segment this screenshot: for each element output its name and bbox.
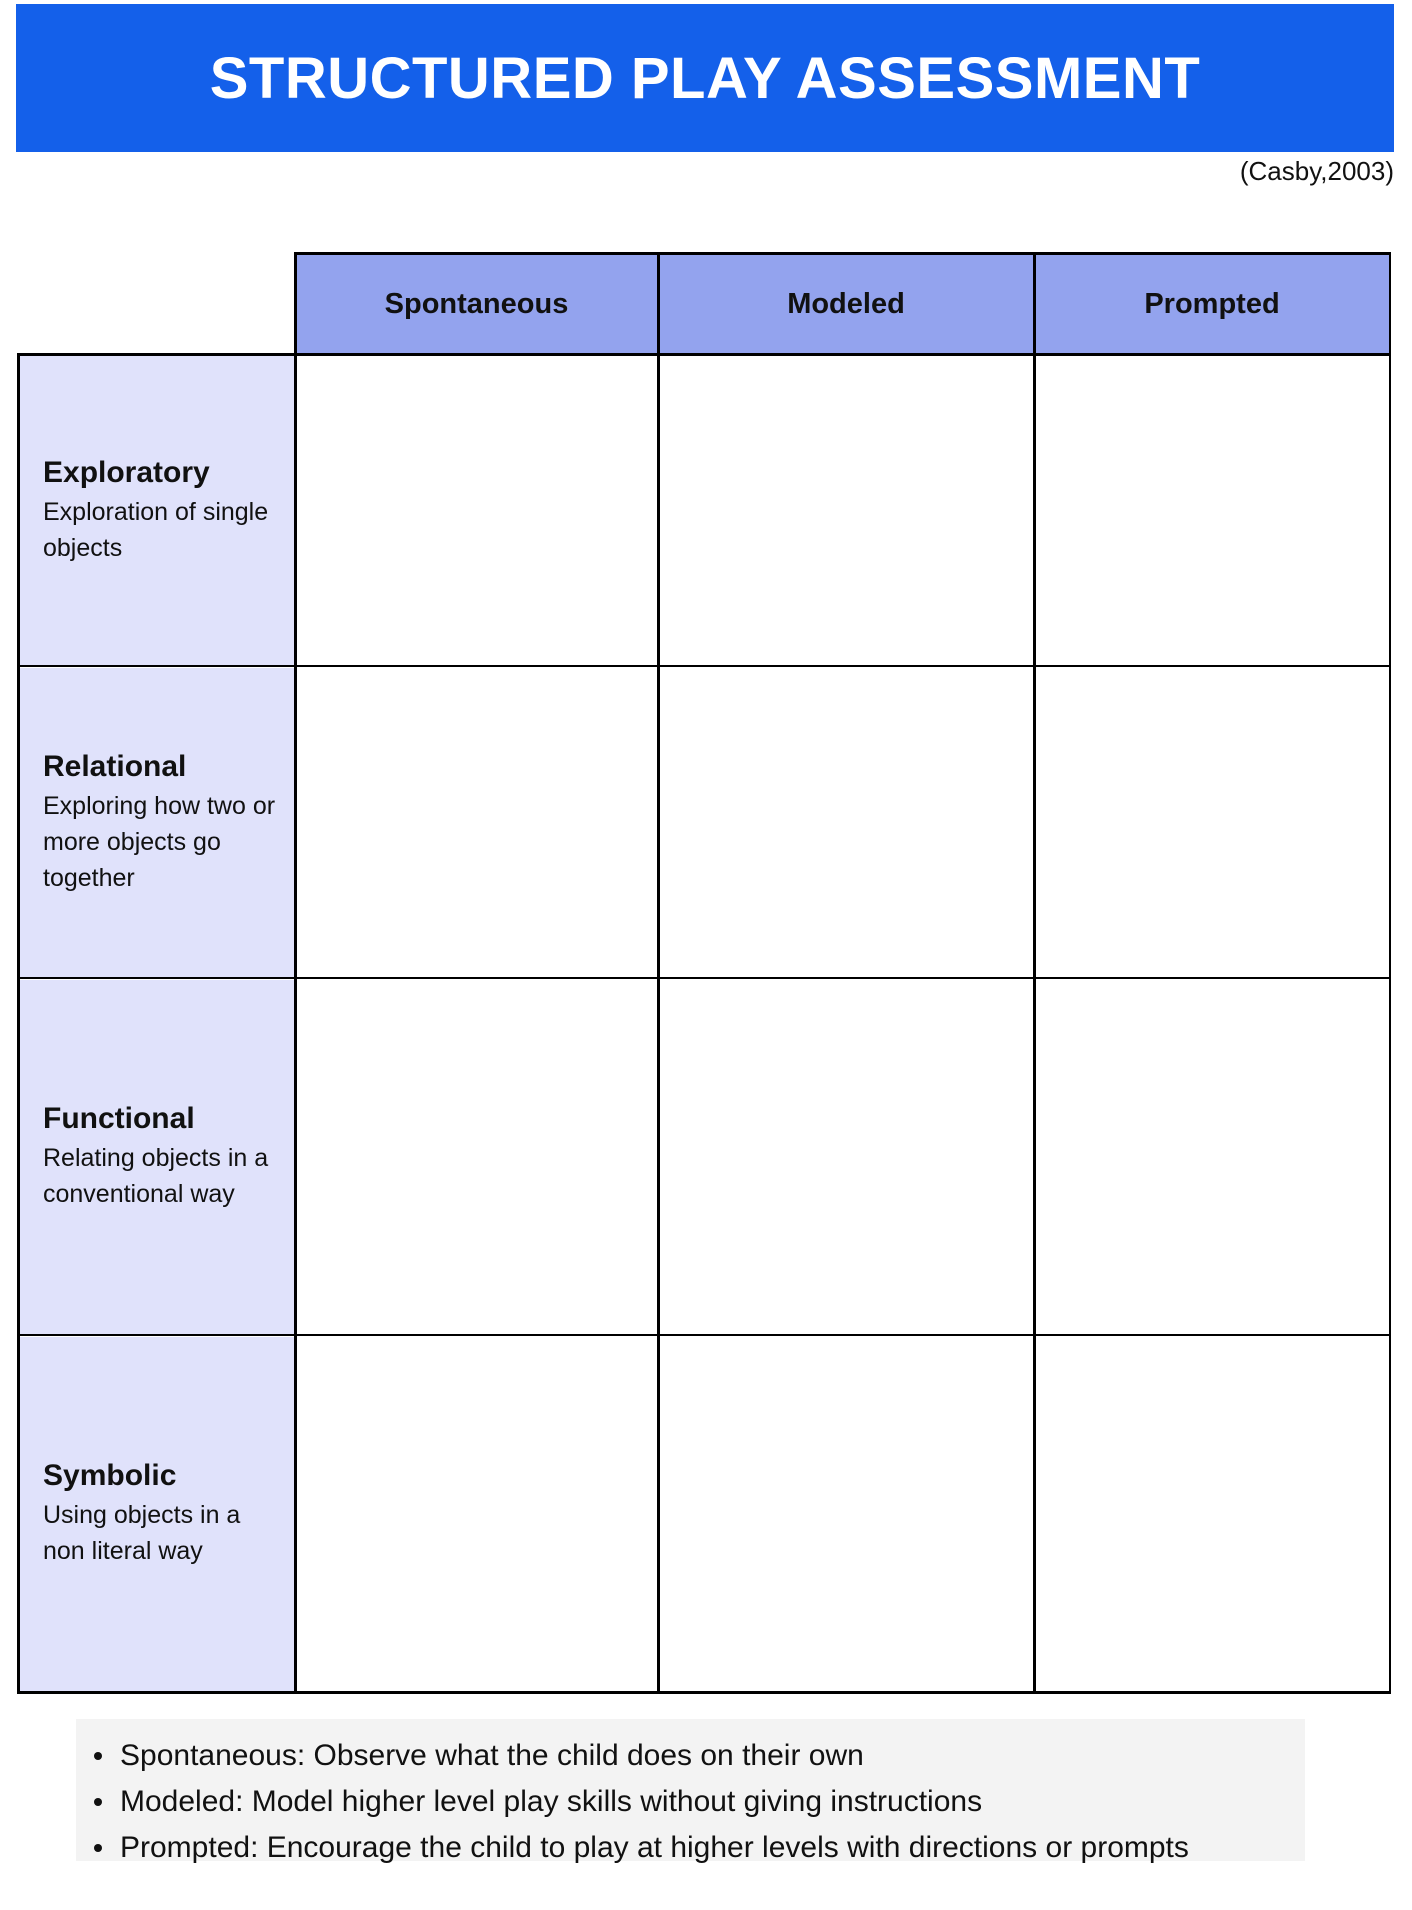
grid-line (17, 1334, 1391, 1336)
row-title: Relational (43, 749, 187, 783)
grid-line (17, 1691, 1391, 1694)
title-banner (16, 4, 1394, 152)
row-title: Exploratory (43, 455, 210, 489)
grid-line (1033, 253, 1036, 1693)
legend-notes (76, 1719, 1305, 1864)
grid-line (294, 253, 297, 1693)
cell-relational-modeled[interactable] (659, 668, 1033, 977)
notes-list (94, 1733, 1305, 1871)
grid-line (17, 353, 1391, 356)
row-header-symbolic (19, 1337, 295, 1691)
grid-line (294, 252, 1391, 255)
row-header-exploratory (19, 356, 295, 665)
citation: (Casby,2003) (1239, 156, 1394, 186)
row-description: Using objects in a non literal way (43, 1501, 241, 1565)
cell-relational-spontaneous[interactable] (296, 668, 657, 977)
grid-line (17, 353, 20, 1693)
grid-line (17, 665, 1391, 667)
grid-line (1389, 253, 1391, 1693)
bullet-icon (94, 1844, 102, 1852)
list-item (94, 1825, 1305, 1871)
note-text: Spontaneous: Observe what the child does on their own (120, 1739, 864, 1772)
cell-exploratory-spontaneous[interactable] (296, 356, 657, 665)
row-header-functional (19, 980, 295, 1334)
row-description: Relating objects in a conventional way (43, 1144, 269, 1208)
cell-relational-prompted[interactable] (1035, 668, 1389, 977)
grid-line (17, 977, 1391, 979)
row-description: Exploring how two or more objects go together (43, 791, 276, 892)
column-header-spontaneous: Spontaneous (296, 254, 657, 354)
row-description: Exploration of single objects (43, 497, 269, 562)
bullet-icon (94, 1752, 102, 1760)
cell-functional-prompted[interactable] (1035, 980, 1389, 1334)
list-item (94, 1733, 1305, 1779)
row-title: Functional (43, 1102, 195, 1135)
cell-functional-spontaneous[interactable] (296, 980, 657, 1334)
cell-exploratory-modeled[interactable] (659, 356, 1033, 665)
cell-symbolic-prompted[interactable] (1035, 1337, 1389, 1691)
row-header-relational (19, 668, 295, 977)
page-title: STRUCTURED PLAY ASSESSMENT (209, 45, 1201, 111)
column-header-modeled: Modeled (659, 254, 1033, 354)
bullet-icon (94, 1798, 102, 1806)
cell-functional-modeled[interactable] (659, 980, 1033, 1334)
column-header-prompted: Prompted (1035, 254, 1389, 354)
note-text: Prompted: Encourage the child to play at higher levels with directions or prompts (120, 1831, 1189, 1864)
note-text: Modeled: Model higher level play skills without giving instructions (120, 1785, 983, 1818)
row-title: Symbolic (43, 1459, 177, 1492)
cell-exploratory-prompted[interactable] (1035, 356, 1389, 665)
cell-symbolic-spontaneous[interactable] (296, 1337, 657, 1691)
cell-symbolic-modeled[interactable] (659, 1337, 1033, 1691)
list-item (94, 1779, 1305, 1825)
grid-line (657, 253, 660, 1693)
